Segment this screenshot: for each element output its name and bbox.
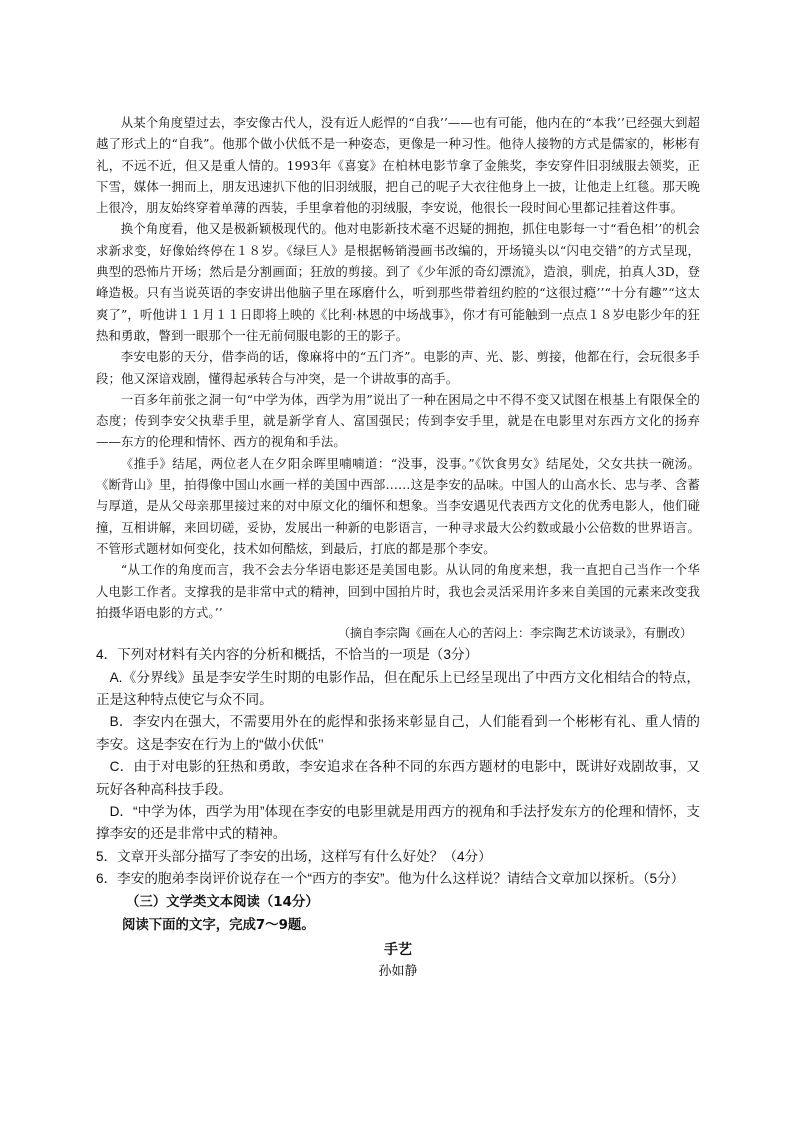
- question-5: 5．文章开头部分描写了李安的出场，这样写有什么好处？（4分）: [96, 848, 492, 864]
- document-page: [96, 112, 700, 983]
- passage-paragraph-2: 换个角度看，他又是极新颖极现代的。他对电影新技术毫不迟疑的拥抱，抓住电影每一寸“看色相’’的机会求新求变，好像始终停在１８岁。《绿巨人》是根据畅销漫画书改编的，开场镜头以“闪电交错”的方式呈现，典型的恐怖片开场；然后是分割画面；狂放的剪接。到了《少年派的奇幻漂流》，造浪，驯虎，拍真人3D，登峰造极。只有当说英语的李安讲出他脑子里在琢磨什么，听到那些带着纽约腔的“这很过瘾’’“十分有趣”“这太爽了”，听他讲１１月１１日即将上映的《比利·林恩的中场战事》，你才有可能触到一点点１８岁电影少年的狂热和勇敢，瞥到一眼那个一往无前伺服电影的王的影子。: [96, 221, 700, 343]
- passage-source: （摘自李宗陶《画在人心的苦闷上：李宗陶艺术访谈录》，有删改）: [337, 626, 692, 641]
- question-4-stem: 4．下列对材料有关内容的分析和概括，不恰当的一项是（3分）: [96, 647, 479, 663]
- question-4-option-a: A.《分界线》虽是李安学生时期的电影作品，但在配乐上已经呈现出了中西方文化相结合的特点，正是这种特点使它与众不同。: [96, 669, 700, 707]
- passage-paragraph-5: 《推手》结尾，两位老人在夕阳余晖里喃喃道：“没事，没事。”《饮食男女》结尾处，父女共扶一碗汤。《断背山》里，拍得像中国山水画一样的美国中西部……这是李安的品味。中国人的山高水长、忠与孝、含蓄与厚道，是从父母亲那里接过来的对中原文化的缅怀和想象。当李安遇见代表西方文化的优秀电影人，他们碰撞，互相讲解，来回切磋，妥协，发展出一种新的电影语言，一种寻求最大公约数或最小公倍数的世界语言。不管形式题材如何变化，技术如何酷炫，到最后，打底的都是那个李安。: [96, 455, 700, 556]
- question-4-option-b: B．李安内在强大，不需要用外在的彪悍和张扬来彰显自己，人们能看到一个彬彬有礼、重人情的李安。这是李安在行为上的“做小伏低’’: [96, 714, 700, 752]
- question-6: 6．李安的胞弟李岗评价说存在一个“西方的李安”。他为什么这样说？请结合文章加以探析。（5分）: [96, 871, 685, 887]
- passage-paragraph-6: “从工作的角度而言，我不会去分华语电影还是美国电影。从认同的角度来想，我一直把自己当作一个华人电影工作者。支撑我的是非常中式的精神，回到中国拍片时，我也会灵活采用许多来自美国的元素来改变我拍摄华语电影的方式。’’: [96, 562, 700, 620]
- section-instruction: 阅读下面的文字，完成7～9题。: [122, 917, 315, 933]
- section-heading: （三）文学类文本阅读（14分）: [126, 894, 319, 910]
- passage-paragraph-3: 李安电影的天分，借李尚的话，像麻将中的“五门齐”。电影的声、光、影、剪接，他都在行，会玩很多手段；他又深谙戏剧，懂得起承转合与冲突，是一个讲故事的高手。: [96, 349, 700, 386]
- story-title: 手艺: [384, 941, 412, 958]
- question-4-option-d: D．“中学为体，西学为用”体现在李安的电影里就是用西方的视角和手法抒发东方的伦理和情怀，支撑李安的还是非常中式的精神。: [96, 803, 700, 842]
- story-author: 孙如静: [378, 963, 418, 979]
- question-4-option-c: C．由于对电影的狂热和勇敢，李安追求在各种不同的东西方题材的电影中，既讲好戏剧故事，又玩好各种高科技手段。: [96, 759, 700, 797]
- passage-paragraph-4: 一百多年前张之洞一句“中学为体，西学为用”说出了一种在困局之中不得不变又试图在根基上有限保全的态度；传到李安父执辈手里，就是新学育人、富国强民；传到李安手里，就是在电影里对东西方文化的扬弃——东方的伦理和情怀、西方的视角和手法。: [96, 391, 700, 450]
- passage-paragraph-1: 从某个角度望过去，李安像古代人，没有近人彪悍的“自我’’——也有可能，他内在的“本我’’已经强大到超越了形式上的“自我”。他那个做小伏低不是一种姿态，更像是一种习性。他待人接物的方式是儒家的，彬彬有礼，不远不近，但又是重人情的。1993年《喜宴》在柏林电影节拿了金熊奖，李安穿件旧羽绒服去领奖，正下雪，媒体一拥而上，朋友迅速扒下他的旧羽绒服，把自己的呢子大衣往他身上一披，让他走上红毯。那天晚上很冷，朋友始终穿着单薄的西装，手里拿着他的羽绒服，李安说，他很长一段时间心里都记挂着这件事。: [96, 115, 700, 216]
